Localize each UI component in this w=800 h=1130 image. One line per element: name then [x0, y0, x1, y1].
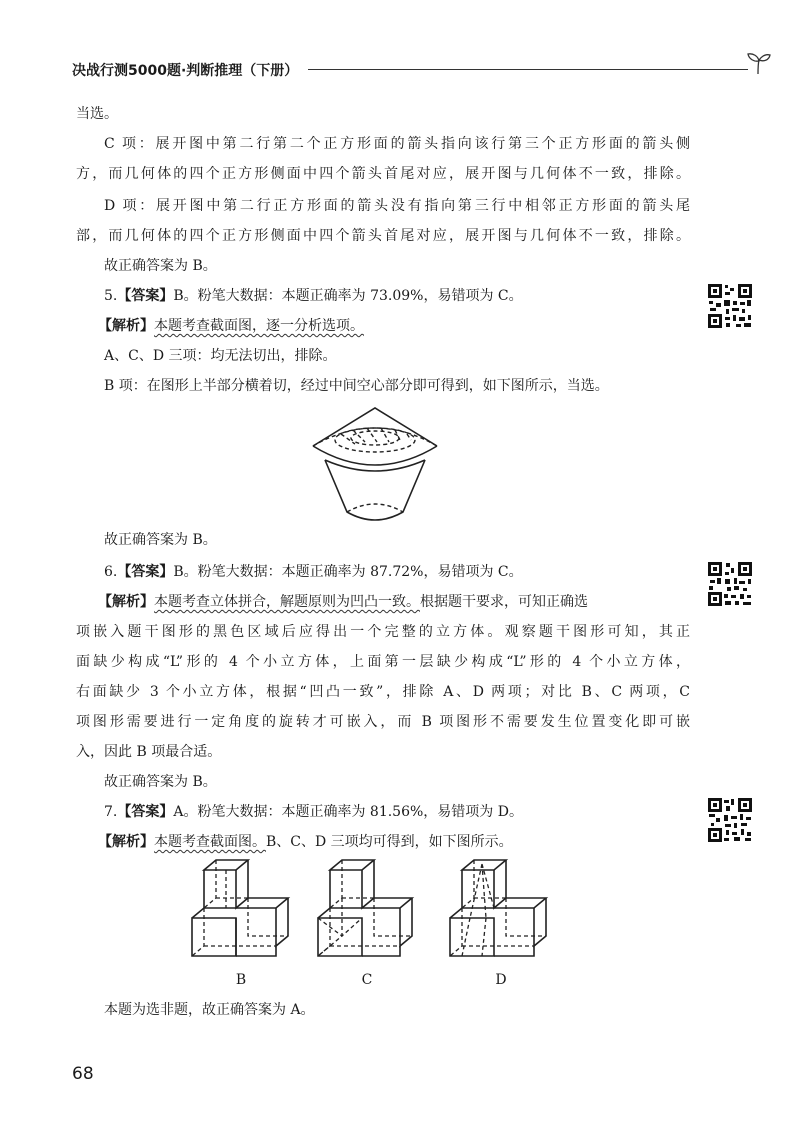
- paragraph-line: 项嵌入题干图形的黑色区域后应得出一个完整的立方体。观察题干图形可知，其正: [76, 624, 690, 640]
- paragraph-line: 部，而几何体的四个正方形侧面中四个箭头首尾对应，展开图与几何体不一致，排除。: [76, 228, 690, 244]
- q6-answer-label: 【答案】: [117, 564, 174, 580]
- qr-code-icon[interactable]: [706, 282, 754, 330]
- paragraph-line: 项图形需要进行一定角度的旋转才可嵌入，而 B 项图形不需要发生位置变化即可嵌: [76, 714, 690, 730]
- q5-section-figure: [305, 404, 445, 522]
- paragraph-line: 入，因此 B 项最合适。: [76, 744, 222, 760]
- q7-answer-text: A。粉笔大数据：本题正确率为 81.56%，易错项为 D。: [173, 804, 523, 820]
- q7-analysis-key: 本题考查截面图。: [154, 834, 266, 850]
- conclusion: 故正确答案为 B。: [104, 258, 217, 274]
- q7-figure-d: [446, 858, 556, 960]
- q5-option-b: B 项：在图形上半部分横着切，经过中间空心部分即可得到，如下图所示，当选。: [104, 378, 609, 394]
- q5-option-acd: A、C、D 三项：均无法切出，排除。: [104, 348, 337, 364]
- page-number: 68: [72, 1064, 94, 1084]
- q7-analysis-line: [98, 832, 690, 852]
- option-c-analysis: C 项：展开图中第二行第二个正方形面的箭头指向该行第三个正方形面的箭头侧: [104, 136, 690, 152]
- q5-number: 5.: [104, 288, 118, 304]
- q7-number: 7.: [104, 804, 118, 820]
- figure-label-b: B: [235, 972, 247, 988]
- q6-conclusion: 故正确答案为 B。: [104, 774, 217, 790]
- q5-analysis-line: [98, 316, 684, 336]
- q7-figure-c: [314, 858, 424, 960]
- q5-answer-line: [104, 286, 690, 306]
- q5-analysis-label: 【解析】: [98, 318, 154, 334]
- paragraph-line: 面缺少构成“L”形的 4 个小立方体，上面第一层缺少构成“L”形的 4 个小立方体，: [76, 654, 690, 670]
- q7-answer-line: [104, 802, 690, 822]
- paragraph-line: 右面缺少 3 个小立方体，根据“凹凸一致”，排除 A、D 两项；对比 B、C 两项，C: [76, 684, 690, 700]
- q7-analysis-label: 【解析】: [98, 834, 154, 850]
- q5-answer-text: B。粉笔大数据：本题正确率为 73.09%，易错项为 C。: [173, 288, 523, 304]
- sprout-icon: [744, 50, 772, 76]
- q7-answer-label: 【答案】: [117, 804, 174, 820]
- header-rule: [308, 69, 748, 70]
- q5-conclusion: 故正确答案为 B。: [104, 532, 217, 548]
- paragraph-line: 当选。: [76, 106, 118, 122]
- book-title: 决战行测5000题·判断推理（下册）: [72, 63, 299, 79]
- q6-answer-line: [104, 562, 690, 582]
- figure-label-c: C: [361, 972, 373, 988]
- running-header: [72, 56, 772, 86]
- q7-conclusion: 本题为选非题，故正确答案为 A。: [104, 1002, 315, 1018]
- q7-figure-b: [186, 858, 296, 960]
- qr-code-icon[interactable]: [706, 560, 754, 608]
- figure-label-d: D: [495, 972, 507, 988]
- q6-analysis-key: 本题考查立体拼合，解题原则为凹凸一致。: [154, 594, 420, 610]
- q7-analysis-rest: B、C、D 三项均可得到，如下图所示。: [266, 834, 513, 850]
- q6-analysis-line: [98, 592, 690, 612]
- paragraph-line: 方，而几何体的四个正方形侧面中四个箭头首尾对应，展开图与几何体不一致，排除。: [76, 166, 690, 182]
- q6-analysis-rest: 根据题干要求，可知正确选: [420, 594, 588, 610]
- q6-analysis-label: 【解析】: [98, 594, 154, 610]
- q6-answer-text: B。粉笔大数据：本题正确率为 87.72%，易错项为 C。: [173, 564, 523, 580]
- qr-code-icon[interactable]: [706, 796, 754, 844]
- option-d-analysis: D 项：展开图中第二行正方形面的箭头没有指向第三行中相邻正方形面的箭头尾: [104, 198, 690, 214]
- q5-answer-label: 【答案】: [117, 288, 174, 304]
- q5-analysis-key: 本题考查截面图，逐一分析选项。: [154, 318, 364, 334]
- q6-number: 6.: [104, 564, 118, 580]
